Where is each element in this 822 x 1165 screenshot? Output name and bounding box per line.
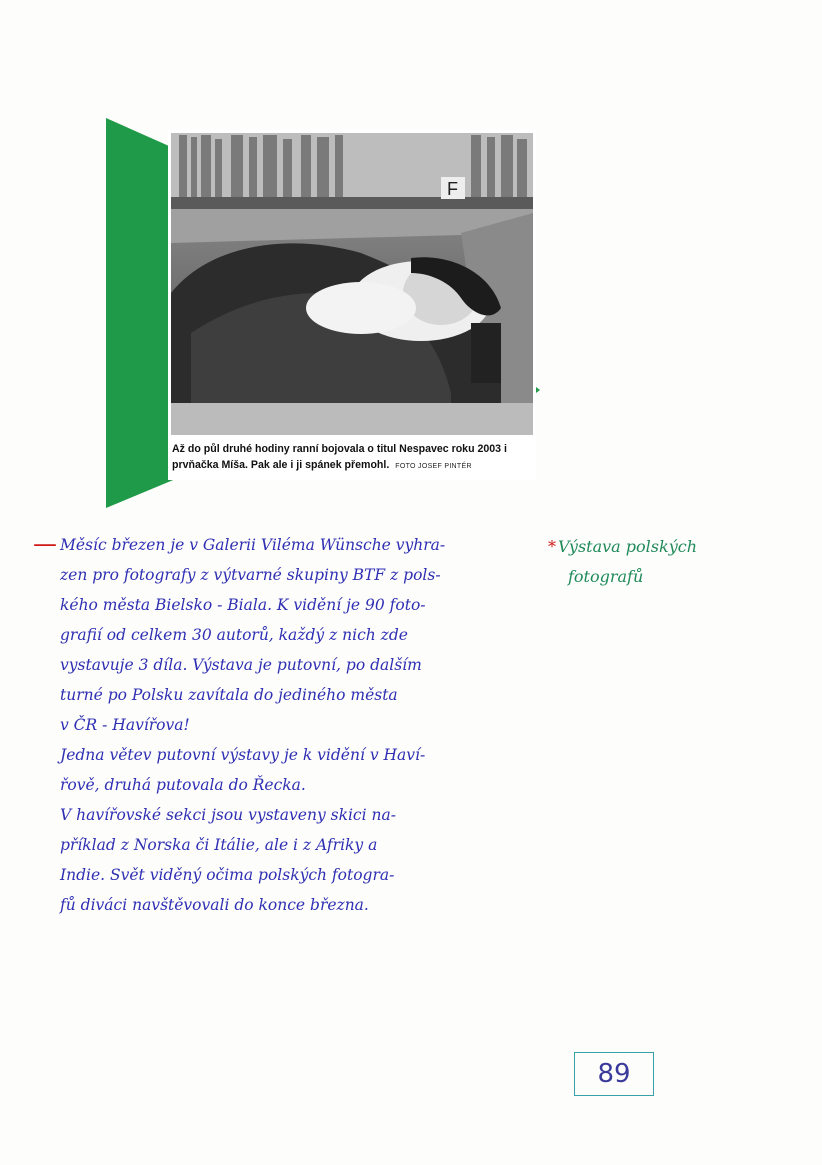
handwritten-line: příklad z Norska či Itálie, ale i z Afriky a (60, 836, 378, 854)
red-dash-marker: — (33, 530, 57, 558)
handwritten-line: Jedna větev putovní výstavy je k vidění v Haví- (60, 746, 426, 764)
photo-credit: FOTO JOSEF PINTÉR (395, 463, 472, 470)
page-number-box (574, 1052, 654, 1096)
handwritten-line: grafií od celkem 30 autorů, každý z nich zde (60, 626, 408, 644)
asterisk-icon: * (548, 537, 556, 556)
photo-caption (172, 441, 534, 475)
page-number: 89 (597, 1059, 631, 1089)
handwritten-line: zen pro fotografy z výtvarné skupiny BTF z pols- (60, 566, 441, 584)
caption-text: Až do půl druhé hodiny ranní bojovala o titul Nespavec roku 2003 i prvňačka Míša. Pak ale i ji spánek přemohl. (172, 443, 507, 471)
handwritten-line: kého města Bielsko - Biala. K vidění je 90 foto- (60, 596, 426, 614)
side-note-line: Výstava polských (558, 537, 697, 556)
handwritten-line: Měsíc březen je v Galerii Viléma Wünsche vyhra- (60, 536, 446, 554)
handwritten-line: v ČR - Havířova! (60, 716, 190, 734)
sleeping-child-photo (171, 133, 533, 435)
handwritten-line: řově, druhá putovala do Řecka. (60, 776, 306, 794)
handwritten-line: fů diváci navštěvovali do konce března. (60, 896, 369, 914)
handwritten-line: vystavuje 3 díla. Výstava je putovní, po dalším (60, 656, 422, 674)
side-note-line: fotografů (568, 567, 644, 586)
newspaper-clipping (168, 130, 536, 480)
handwritten-line: V havířovské sekci jsou vystaveny skici na- (60, 806, 396, 824)
side-note (548, 532, 808, 592)
handwritten-line: Indie. Svět viděný očima polských fotogra- (60, 866, 395, 884)
handwritten-line: turné po Polsku zavítala do jediného města (60, 686, 398, 704)
shelf-sign-label: F (447, 179, 458, 199)
handwritten-text (60, 530, 550, 920)
